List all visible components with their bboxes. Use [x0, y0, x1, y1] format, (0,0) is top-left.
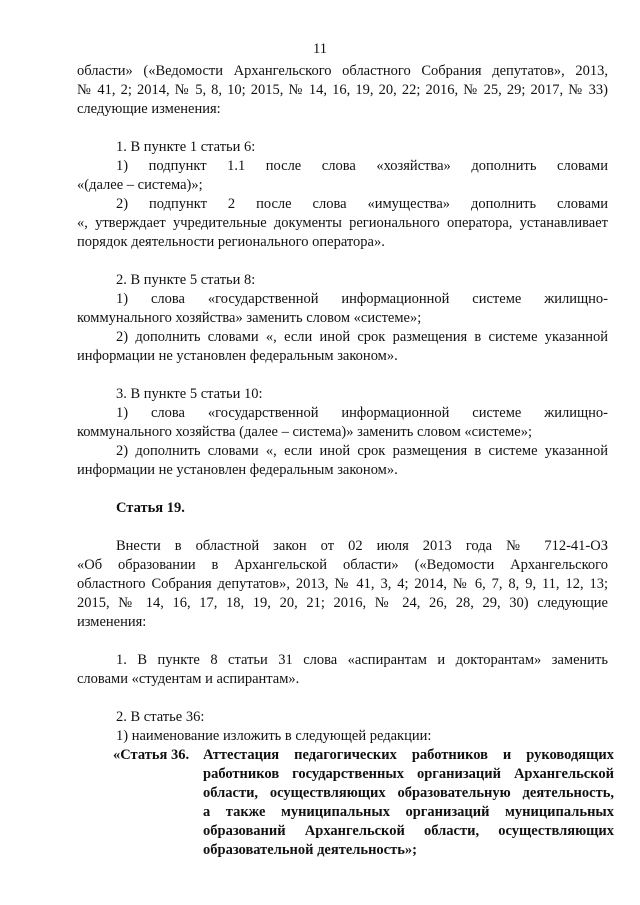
text-line: коммунального хозяйства» заменить словом «системе»; — [77, 310, 422, 326]
text-line: коммунального хозяйства (далее – система)» заменить словом «системе»; — [77, 424, 532, 440]
text-line: 2) подпункт 2 после слова «имущества» дополнить словами — [116, 196, 608, 212]
text-line: словами «студентам и аспирантам». — [77, 671, 300, 687]
text-line: следующие изменения: — [77, 101, 221, 117]
text-line: области, осуществляющих образовательную деятельность, — [203, 785, 614, 801]
text-line: изменения: — [77, 614, 147, 630]
a19-item2-sub1: 1) наименование изложить в следующей редакции: — [116, 728, 432, 744]
item3-heading: 3. В пункте 5 статьи 10: — [116, 386, 263, 402]
text-line: а также муниципальных организаций муниципальных — [203, 804, 614, 820]
article36-label: «Статья 36. — [113, 747, 190, 763]
article36-title — [203, 746, 614, 860]
text-line: 1) слова «государственной информационной системе жилищно- — [116, 291, 608, 307]
text-line: образований Архангельской области, осуществляющих — [203, 823, 614, 839]
text-line: областного Собрания депутатов», 2013, № 41, 3, 4; 2014, № 6, 7, 8, 9, 11, 12, 13; — [77, 576, 608, 592]
text-line: «, утверждает учредительные документы регионального оператора, устанавливает — [77, 215, 608, 231]
page-number: 11 — [313, 41, 327, 57]
text-line: порядок деятельности регионального оператора». — [77, 234, 385, 250]
text-line: «Об образовании в Архангельской области» («Ведомости Архангельского — [77, 557, 608, 573]
text-line: «(далее – система)»; — [77, 177, 203, 193]
intro-paragraph — [77, 62, 608, 119]
article19-heading: Статья 19. — [116, 500, 185, 516]
text-line: информации не установлен федеральным законом». — [77, 348, 398, 364]
text-line: 1. В пункте 8 статьи 31 слова «аспирантам и докторантам» заменить — [116, 652, 608, 668]
text-line: 1) слова «государственной информационной системе жилищно- — [116, 405, 608, 421]
a19-item2-heading: 2. В статье 36: — [116, 709, 205, 725]
text-line: 1) подпункт 1.1 после слова «хозяйства» дополнить словами — [116, 158, 608, 174]
article36-block — [113, 746, 614, 860]
text-line: 2) дополнить словами «, если иной срок размещения в системе указанной — [116, 329, 608, 345]
text-line: 2) дополнить словами «, если иной срок размещения в системе указанной — [116, 443, 608, 459]
item2-heading: 2. В пункте 5 статьи 8: — [116, 272, 256, 288]
text-line: области» («Ведомости Архангельского областного Собрания депутатов», 2013, — [77, 63, 608, 79]
text-line: 2015, № 14, 16, 17, 18, 19, 20, 21; 2016, № 24, 26, 28, 29, 30) следующие — [77, 595, 608, 611]
text-line: № 41, 2; 2014, № 5, 8, 10; 2015, № 14, 16, 19, 20, 22; 2016, № 25, 29; 2017, № 33) — [77, 82, 608, 98]
item1-heading: 1. В пункте 1 статьи 6: — [116, 139, 256, 155]
text-line: Внести в областной закон от 02 июля 2013 года № 712-41-ОЗ — [116, 538, 608, 554]
text-line: образовательной деятельность»; — [203, 842, 417, 858]
document-body — [77, 62, 614, 860]
text-line: Аттестация педагогических работников и руководящих — [203, 747, 614, 763]
text-line: работников государственных организаций Архангельской — [203, 766, 614, 782]
text-line: информации не установлен федеральным законом». — [77, 462, 398, 478]
